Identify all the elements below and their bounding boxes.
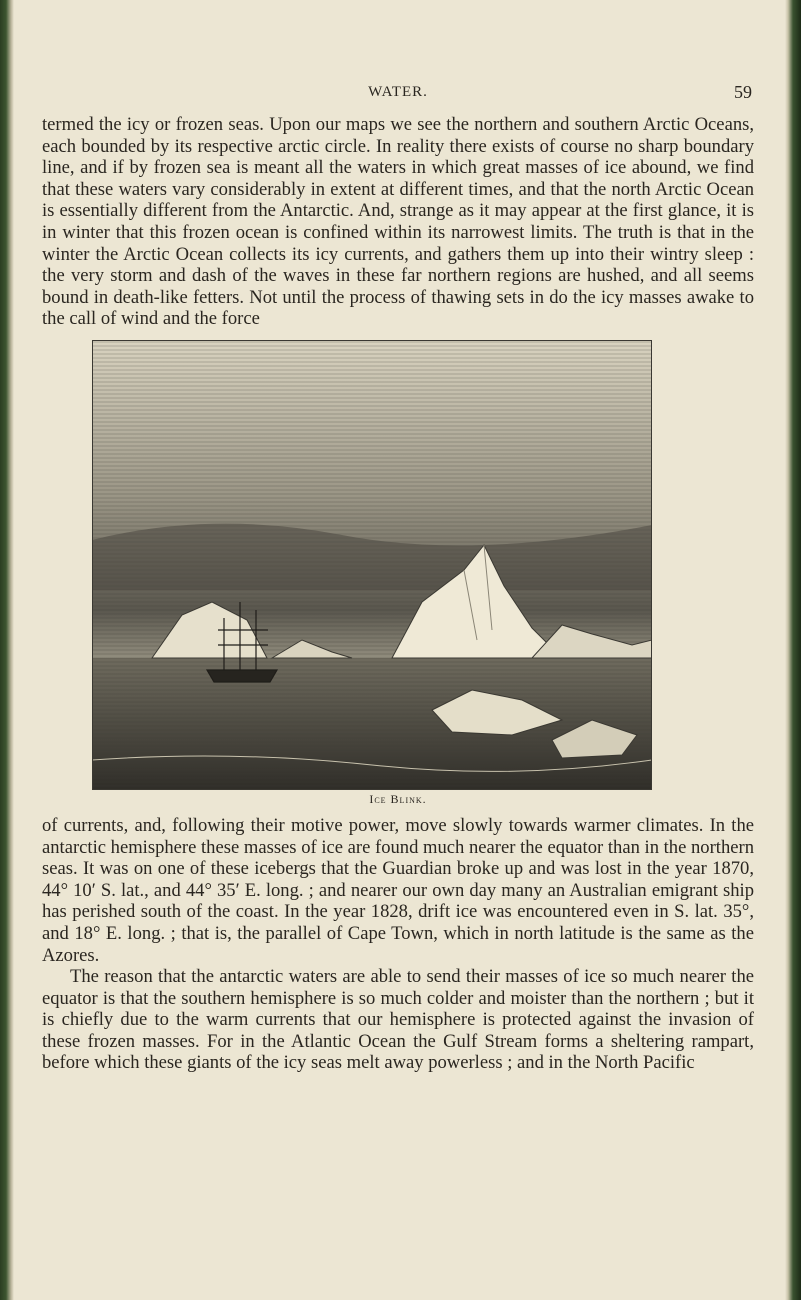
book-page	[42, 84, 754, 1074]
page-number: 59	[734, 82, 752, 102]
paragraph-3: The reason that the antarctic waters are able to send their masses of ice so much nearer the equator is that the southern hemisphere is so much colder and moister than the northern ; but it is chiefly due to the warm currents that our hemisphere is protected against the invasion of these frozen masses. For in the Atlantic Ocean the Gulf Stream forms a sheltering rampart, before which these giants of the icy seas melt away powerless ; and in the North Pacific	[42, 966, 754, 1074]
running-title: WATER.	[368, 84, 428, 100]
paragraph-2: of currents, and, following their motive power, move slowly towards warmer climates. In the antarctic hemisphere these masses of ice are found much nearer the equator than in the northern seas. It was on one of these icebergs that the Guardian broke up and was lost in the year 1870, 44° 10′ S. lat., and 44° 35′ E. long. ; and nearer our own day many an Australian emigrant ship has perished south of the coast. In the year 1828, drift ice was encountered even in S. lat. 35°, and 18° E. long. ; that is, the parallel of Cape Town, which in north latitude is the same as the Azores.	[42, 814, 754, 966]
book-binding-left	[0, 0, 14, 1300]
running-head	[42, 84, 754, 114]
figure-ice-blink	[42, 340, 754, 807]
ice-blink-engraving	[92, 340, 652, 790]
book-binding-right	[785, 0, 801, 1300]
paragraph-1: termed the icy or frozen seas. Upon our maps we see the northern and southern Arctic Oceans, each bounded by its respective arctic circle. In reality there exists of course no sharp boundary line, and if by frozen sea is meant all the waters in which great masses of ice abound, we find that these waters vary considerably in extent at different times, and that the north Arctic Ocean is essentially different from the Antarctic. And, strange as it may appear at the first glance, it is in winter that this frozen ocean is confined within its narrowest limits. The truth is that in the winter the Arctic Ocean collects its icy currents, and gathers them up into their wintry sleep : the very storm and dash of the waves in these far northern regions are hushed, and all seems bound in death-like fetters. Not until the process of thawing sets in do the icy masses awake to the call of wind and the force	[42, 114, 754, 330]
figure-caption: Ice Blink.	[369, 791, 427, 806]
